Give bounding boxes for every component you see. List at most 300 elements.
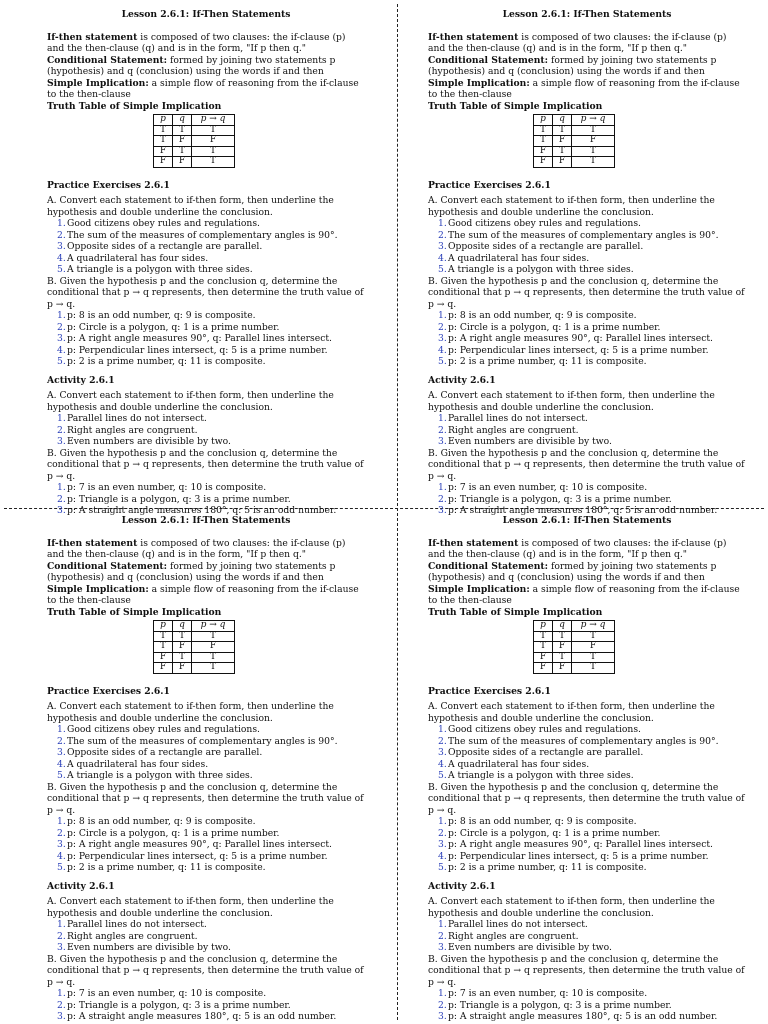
practice-a-list: [428, 218, 746, 276]
item-text: p: Triangle is a polygon, q: 3 is a prime number.: [67, 493, 291, 505]
item-text: A quadrilateral has four sides.: [448, 758, 590, 770]
item-text: p: 8 is an odd number, q: 9 is composite.: [448, 310, 637, 321]
if-then-text: is composed of two clauses: the if-clause (p) and the then-clause (q) and is in the form, "If p then q.": [428, 31, 727, 54]
item-number: 4.: [438, 850, 447, 862]
practice-part-b: B. Given the hypothesis p and the conclusion q, determine the conditional that p → q represents, then determine the truth value of p → q.: [47, 781, 364, 816]
truth-table-heading: Truth Table of Simple Implication: [47, 606, 222, 618]
table-cell: T: [553, 146, 572, 157]
list-item: [438, 494, 746, 506]
item-text: The sum of the measures of complementary angles is 90°.: [448, 229, 719, 241]
item-number: 5.: [438, 356, 447, 367]
item-text: p: Triangle is a polygon, q: 3 is a prime number.: [67, 999, 291, 1011]
item-number: 1.: [438, 988, 447, 999]
table-cell: F: [173, 157, 192, 168]
item-text: Parallel lines do not intersect.: [448, 413, 588, 424]
table-cell: F: [553, 642, 572, 653]
item-number: 3.: [438, 505, 447, 516]
table-row: [154, 642, 235, 653]
table-cell: F: [154, 652, 173, 663]
list-item: [57, 482, 365, 494]
list-item: [57, 736, 365, 748]
simple-text: a simple flow of reasoning from the if-clause to the then-clause: [47, 77, 359, 100]
item-text: p: Perpendicular lines intersect, q: 5 is a prime number.: [67, 850, 328, 862]
simple-term: Simple Implication:: [428, 583, 530, 595]
item-number: 1.: [438, 413, 447, 424]
item-number: 5.: [57, 356, 66, 367]
header-cell: p: [154, 621, 173, 632]
item-number: 2.: [57, 735, 66, 747]
simple-term: Simple Implication:: [47, 77, 149, 89]
item-text: p: Triangle is a polygon, q: 3 is a prime number.: [448, 999, 672, 1011]
list-item: [57, 1000, 365, 1012]
item-text: Good citizens obey rules and regulations.: [448, 218, 641, 229]
table-cell: F: [154, 663, 173, 674]
if-then-text: is composed of two clauses: the if-clause (p) and the then-clause (q) and is in the form, "If p then q.": [47, 31, 346, 54]
list-item: [438, 253, 746, 265]
list-item: [438, 770, 746, 782]
list-item: [57, 931, 365, 943]
conditional-text: formed by joining two statements p (hypothesis) and q (conclusion) using the words if and then: [428, 560, 717, 583]
item-number: 4.: [57, 344, 66, 356]
item-number: 3.: [57, 1011, 66, 1022]
conditional-definition: [428, 561, 746, 584]
conditional-text: formed by joining two statements p (hypothesis) and q (conclusion) using the words if and then: [428, 54, 717, 77]
simple-term: Simple Implication:: [428, 77, 530, 89]
item-text: Opposite sides of a rectangle are parallel.: [67, 241, 263, 252]
practice-a-list: [428, 724, 746, 782]
item-number: 1.: [57, 724, 66, 735]
list-item: [57, 413, 365, 425]
item-number: 3.: [57, 505, 66, 516]
table-row: [534, 652, 615, 663]
item-number: 1.: [57, 988, 66, 999]
handout-panel: [47, 9, 365, 517]
table-cell: T: [192, 652, 235, 663]
table-cell: T: [173, 125, 192, 136]
list-item: [438, 828, 746, 840]
list-item: [438, 425, 746, 437]
if-then-definition: [47, 538, 365, 561]
table-row: [154, 157, 235, 168]
item-text: p: 8 is an odd number, q: 9 is composite.: [448, 816, 637, 827]
practice-a-list: [47, 218, 365, 276]
list-item: [438, 322, 746, 334]
item-number: 3.: [438, 747, 447, 758]
item-number: 1.: [57, 482, 66, 493]
table-cell: F: [553, 663, 572, 674]
list-item: [57, 942, 365, 954]
if-then-definition: [428, 538, 746, 561]
truth-table: [153, 620, 235, 674]
list-item: [57, 425, 365, 437]
conditional-text: formed by joining two statements p (hypothesis) and q (conclusion) using the words if and then: [47, 54, 336, 77]
table-cell: T: [154, 125, 173, 136]
simple-implication-definition: [47, 78, 365, 101]
header-cell: q: [173, 115, 192, 126]
item-text: p: A right angle measures 90°, q: Parallel lines intersect.: [67, 839, 332, 850]
practice-heading: Practice Exercises 2.6.1: [47, 685, 170, 697]
truth-table-header: [534, 621, 615, 632]
item-text: A triangle is a polygon with three sides.: [67, 264, 253, 275]
header-cell: q: [553, 621, 572, 632]
item-text: A quadrilateral has four sides.: [67, 252, 209, 264]
item-text: p: Circle is a polygon, q: 1 is a prime number.: [67, 827, 280, 839]
list-item: [57, 828, 365, 840]
list-item: [57, 862, 365, 874]
table-cell: F: [553, 136, 572, 147]
lesson-title: Lesson 2.6.1: If-Then Statements: [502, 515, 672, 526]
truth-table-heading: Truth Table of Simple Implication: [428, 100, 603, 112]
practice-heading: Practice Exercises 2.6.1: [428, 179, 551, 191]
table-row: [154, 136, 235, 147]
if-then-term: If-then statement: [47, 537, 138, 549]
item-number: 1.: [438, 816, 447, 827]
item-text: The sum of the measures of complementary angles is 90°.: [67, 735, 338, 747]
item-number: 2.: [57, 424, 66, 436]
simple-text: a simple flow of reasoning from the if-clause to the then-clause: [47, 583, 359, 606]
truth-table-heading: Truth Table of Simple Implication: [47, 100, 222, 112]
header-cell: q: [553, 115, 572, 126]
table-cell: T: [154, 642, 173, 653]
item-text: The sum of the measures of complementary angles is 90°.: [67, 229, 338, 241]
item-number: 1.: [438, 919, 447, 930]
conditional-term: Conditional Statement:: [47, 560, 168, 572]
list-item: [438, 851, 746, 863]
truth-table-header: [154, 115, 235, 126]
header-cell: p → q: [192, 621, 235, 632]
truth-table: [153, 114, 235, 168]
item-number: 1.: [438, 310, 447, 321]
list-item: [57, 724, 365, 736]
table-cell: F: [154, 146, 173, 157]
practice-a-list: [47, 724, 365, 782]
practice-b-list: [428, 816, 746, 874]
if-then-definition: [47, 32, 365, 55]
item-number: 3.: [438, 839, 447, 850]
item-number: 1.: [57, 413, 66, 424]
item-number: 1.: [57, 218, 66, 229]
list-item: [438, 345, 746, 357]
list-item: [57, 310, 365, 322]
item-number: 2.: [438, 229, 447, 241]
table-cell: F: [192, 642, 235, 653]
item-number: 3.: [438, 241, 447, 252]
simple-implication-definition: [428, 78, 746, 101]
item-text: Parallel lines do not intersect.: [67, 919, 207, 930]
header-cell: p → q: [192, 115, 235, 126]
list-item: [438, 482, 746, 494]
activity-part-a: A. Convert each statement to if-then form, then underline the hypothesis and double underline the conclusion.: [47, 390, 334, 413]
if-then-definition: [428, 32, 746, 55]
item-number: 2.: [438, 930, 447, 942]
list-item: [438, 413, 746, 425]
list-item: [438, 862, 746, 874]
header-cell: p: [534, 115, 553, 126]
header-cell: p → q: [572, 115, 615, 126]
practice-part-b: B. Given the hypothesis p and the conclusion q, determine the conditional that p → q represents, then determine the truth value of p → q.: [428, 275, 745, 310]
item-number: 1.: [438, 218, 447, 229]
table-cell: T: [553, 631, 572, 642]
item-number: 1.: [438, 724, 447, 735]
list-item: [438, 747, 746, 759]
item-number: 2.: [438, 827, 447, 839]
table-row: [534, 642, 615, 653]
table-cell: F: [534, 652, 553, 663]
list-item: [438, 942, 746, 954]
table-cell: F: [173, 136, 192, 147]
item-text: The sum of the measures of complementary angles is 90°.: [448, 735, 719, 747]
item-text: Good citizens obey rules and regulations.: [67, 218, 260, 229]
item-text: Right angles are congruent.: [67, 424, 198, 436]
table-cell: T: [192, 125, 235, 136]
item-text: p: 8 is an odd number, q: 9 is composite.: [67, 310, 256, 321]
item-text: p: 7 is an even number, q: 10 is composite.: [67, 988, 267, 999]
truth-table: [533, 620, 615, 674]
item-text: Right angles are congruent.: [448, 930, 579, 942]
activity-part-a: A. Convert each statement to if-then form, then underline the hypothesis and double underline the conclusion.: [428, 896, 715, 919]
activity-heading: Activity 2.6.1: [47, 880, 115, 892]
table-row: [154, 125, 235, 136]
table-cell: F: [572, 136, 615, 147]
list-item: [57, 230, 365, 242]
simple-text: a simple flow of reasoning from the if-clause to the then-clause: [428, 583, 740, 606]
header-cell: p: [154, 115, 173, 126]
lesson-title: Lesson 2.6.1: If-Then Statements: [502, 9, 672, 20]
lesson-title: Lesson 2.6.1: If-Then Statements: [121, 515, 291, 526]
item-number: 5.: [438, 862, 447, 873]
conditional-definition: [47, 55, 365, 78]
list-item: [438, 736, 746, 748]
if-then-term: If-then statement: [47, 31, 138, 43]
item-text: A triangle is a polygon with three sides.: [448, 770, 634, 781]
item-number: 4.: [438, 758, 447, 770]
table-cell: T: [572, 146, 615, 157]
item-number: 1.: [57, 816, 66, 827]
conditional-text: formed by joining two statements p (hypothesis) and q (conclusion) using the words if and then: [47, 560, 336, 583]
list-item: [57, 322, 365, 334]
table-cell: F: [173, 642, 192, 653]
item-number: 2.: [57, 229, 66, 241]
table-cell: F: [534, 663, 553, 674]
list-item: [57, 356, 365, 368]
table-cell: T: [173, 146, 192, 157]
item-text: p: A right angle measures 90°, q: Parallel lines intersect.: [448, 839, 713, 850]
item-text: p: 8 is an odd number, q: 9 is composite.: [67, 816, 256, 827]
conditional-term: Conditional Statement:: [47, 54, 168, 66]
item-text: Parallel lines do not intersect.: [67, 413, 207, 424]
item-number: 4.: [57, 252, 66, 264]
table-cell: T: [534, 631, 553, 642]
item-number: 3.: [438, 1011, 447, 1022]
practice-part-a: A. Convert each statement to if-then form, then underline the hypothesis and double underline the conclusion.: [47, 701, 334, 724]
list-item: [438, 919, 746, 931]
item-text: Right angles are congruent.: [448, 424, 579, 436]
list-item: [438, 931, 746, 943]
simple-text: a simple flow of reasoning from the if-clause to the then-clause: [428, 77, 740, 100]
table-row: [534, 157, 615, 168]
table-cell: T: [192, 157, 235, 168]
list-item: [57, 494, 365, 506]
item-text: Opposite sides of a rectangle are parallel.: [67, 747, 263, 758]
item-text: A triangle is a polygon with three sides.: [448, 264, 634, 275]
if-then-text: is composed of two clauses: the if-clause (p) and the then-clause (q) and is in the form, "If p then q.": [47, 537, 346, 560]
list-item: [438, 436, 746, 448]
item-text: p: Circle is a polygon, q: 1 is a prime number.: [448, 827, 661, 839]
table-cell: T: [534, 642, 553, 653]
table-cell: T: [572, 652, 615, 663]
activity-b-list: [428, 482, 746, 517]
table-row: [534, 631, 615, 642]
practice-heading: Practice Exercises 2.6.1: [428, 685, 551, 697]
table-cell: F: [534, 157, 553, 168]
list-item: [57, 264, 365, 276]
item-number: 1.: [438, 482, 447, 493]
item-text: p: Circle is a polygon, q: 1 is a prime number.: [448, 321, 661, 333]
table-cell: T: [173, 631, 192, 642]
table-cell: T: [192, 631, 235, 642]
list-item: [438, 839, 746, 851]
item-text: p: A straight angle measures 180°, q: 5 is an odd number.: [67, 505, 337, 516]
item-number: 5.: [438, 770, 447, 781]
table-row: [154, 146, 235, 157]
item-text: p: 2 is a prime number, q: 11 is composite.: [67, 862, 266, 873]
item-number: 4.: [57, 850, 66, 862]
item-number: 5.: [57, 264, 66, 275]
list-item: [438, 230, 746, 242]
item-text: Good citizens obey rules and regulations.: [448, 724, 641, 735]
item-number: 2.: [57, 321, 66, 333]
table-row: [534, 663, 615, 674]
activity-part-a: A. Convert each statement to if-then form, then underline the hypothesis and double underline the conclusion.: [47, 896, 334, 919]
table-cell: T: [572, 631, 615, 642]
item-number: 3.: [57, 333, 66, 344]
conditional-term: Conditional Statement:: [428, 560, 549, 572]
item-text: p: A right angle measures 90°, q: Parallel lines intersect.: [448, 333, 713, 344]
item-number: 2.: [438, 999, 447, 1011]
list-item: [57, 436, 365, 448]
list-item: [57, 747, 365, 759]
activity-part-b: B. Given the hypothesis p and the conclusion q, determine the conditional that p → q represents, then determine the truth value of p → q.: [428, 953, 745, 988]
list-item: [57, 988, 365, 1000]
item-number: 3.: [57, 241, 66, 252]
table-row: [154, 652, 235, 663]
practice-part-a: A. Convert each statement to if-then form, then underline the hypothesis and double underline the conclusion.: [47, 195, 334, 218]
practice-b-list: [47, 310, 365, 368]
table-row: [154, 663, 235, 674]
item-number: 2.: [438, 735, 447, 747]
item-text: p: 7 is an even number, q: 10 is composite.: [448, 482, 648, 493]
practice-part-a: A. Convert each statement to if-then form, then underline the hypothesis and double underline the conclusion.: [428, 195, 715, 218]
activity-heading: Activity 2.6.1: [428, 880, 496, 892]
item-text: p: Circle is a polygon, q: 1 is a prime number.: [67, 321, 280, 333]
table-cell: T: [534, 125, 553, 136]
item-number: 3.: [57, 747, 66, 758]
activity-heading: Activity 2.6.1: [47, 374, 115, 386]
practice-part-b: B. Given the hypothesis p and the conclusion q, determine the conditional that p → q represents, then determine the truth value of p → q.: [428, 781, 745, 816]
item-number: 5.: [57, 862, 66, 873]
table-row: [534, 136, 615, 147]
table-cell: T: [572, 663, 615, 674]
activity-b-list: [47, 482, 365, 517]
item-number: 5.: [438, 264, 447, 275]
item-number: 2.: [438, 493, 447, 505]
item-text: Even numbers are divisible by two.: [448, 942, 612, 953]
item-number: 1.: [57, 919, 66, 930]
table-cell: T: [154, 136, 173, 147]
activity-a-list: [428, 413, 746, 448]
item-text: p: 2 is a prime number, q: 11 is composite.: [448, 356, 647, 367]
item-text: p: A straight angle measures 180°, q: 5 is an odd number.: [67, 1011, 337, 1022]
handout-panel: [47, 515, 365, 1023]
list-item: [438, 1000, 746, 1012]
list-item: [57, 218, 365, 230]
list-item: [438, 759, 746, 771]
simple-term: Simple Implication:: [47, 583, 149, 595]
conditional-definition: [47, 561, 365, 584]
practice-b-list: [47, 816, 365, 874]
item-text: p: Perpendicular lines intersect, q: 5 is a prime number.: [67, 344, 328, 356]
list-item: [438, 816, 746, 828]
practice-heading: Practice Exercises 2.6.1: [47, 179, 170, 191]
truth-table-heading: Truth Table of Simple Implication: [428, 606, 603, 618]
table-cell: T: [154, 631, 173, 642]
table-cell: T: [192, 146, 235, 157]
item-text: p: A right angle measures 90°, q: Parallel lines intersect.: [67, 333, 332, 344]
item-text: A quadrilateral has four sides.: [448, 252, 590, 264]
item-number: 4.: [438, 252, 447, 264]
conditional-definition: [428, 55, 746, 78]
item-text: Opposite sides of a rectangle are parallel.: [448, 747, 644, 758]
truth-table-header: [534, 115, 615, 126]
item-text: p: A straight angle measures 180°, q: 5 is an odd number.: [448, 505, 718, 516]
item-number: 3.: [438, 333, 447, 344]
list-item: [438, 218, 746, 230]
item-text: Parallel lines do not intersect.: [448, 919, 588, 930]
list-item: [438, 356, 746, 368]
activity-part-a: A. Convert each statement to if-then form, then underline the hypothesis and double underline the conclusion.: [428, 390, 715, 413]
table-cell: F: [173, 663, 192, 674]
list-item: [438, 310, 746, 322]
item-number: 2.: [438, 321, 447, 333]
table-cell: T: [173, 652, 192, 663]
list-item: [57, 816, 365, 828]
simple-implication-definition: [428, 584, 746, 607]
item-text: p: 7 is an even number, q: 10 is composite.: [448, 988, 648, 999]
table-cell: T: [553, 652, 572, 663]
table-cell: F: [192, 136, 235, 147]
item-number: 5.: [57, 770, 66, 781]
vertical-cut-line: [397, 4, 398, 1020]
header-cell: q: [173, 621, 192, 632]
activity-a-list: [428, 919, 746, 954]
conditional-term: Conditional Statement:: [428, 54, 549, 66]
item-text: p: Triangle is a polygon, q: 3 is a prime number.: [448, 493, 672, 505]
list-item: [57, 759, 365, 771]
item-text: A triangle is a polygon with three sides.: [67, 770, 253, 781]
list-item: [57, 253, 365, 265]
handout-panel: [428, 515, 746, 1023]
list-item: [438, 988, 746, 1000]
item-number: 3.: [438, 436, 447, 447]
item-text: p: 2 is a prime number, q: 11 is composite.: [448, 862, 647, 873]
table-cell: T: [572, 157, 615, 168]
practice-part-b: B. Given the hypothesis p and the conclusion q, determine the conditional that p → q represents, then determine the truth value of p → q.: [47, 275, 364, 310]
item-text: p: Perpendicular lines intersect, q: 5 is a prime number.: [448, 344, 709, 356]
item-number: 4.: [438, 344, 447, 356]
item-text: p: 7 is an even number, q: 10 is composite.: [67, 482, 267, 493]
list-item: [57, 770, 365, 782]
table-cell: T: [553, 125, 572, 136]
